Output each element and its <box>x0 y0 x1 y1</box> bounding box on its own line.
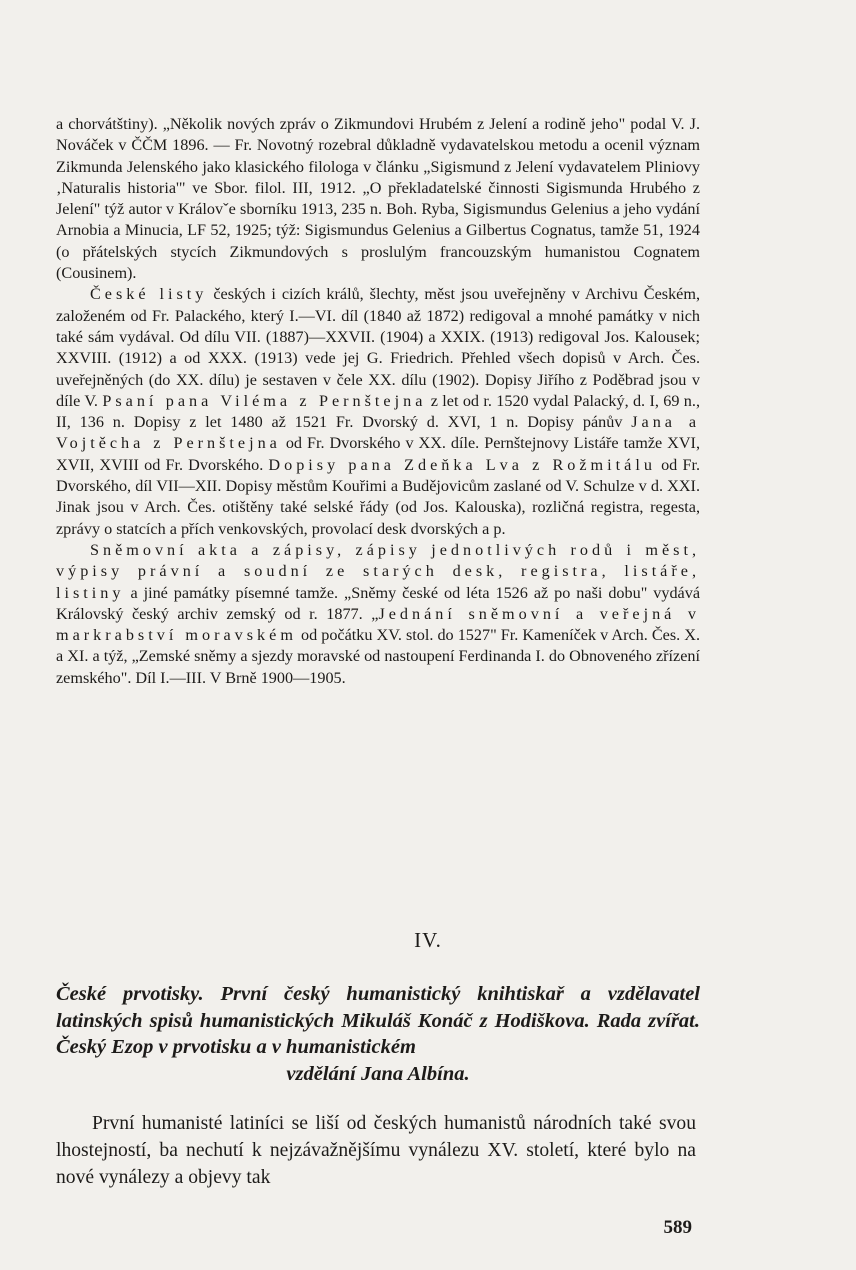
spaced-term: České listy <box>90 285 208 304</box>
spaced-term: Sněmovní akta a zápisy, zápisy jednotlivých rodů i měst, výpisy právní a soudní ze starých desk, registra, listáře, listiny <box>56 540 700 602</box>
spaced-term: Dopisy pana Zdeňka Lva z Rožmitálu <box>268 455 656 474</box>
chapter-title <box>56 981 700 1087</box>
note-paragraph-2: České listy českých i cizích králů, šlechty, měst jsou uveřejněny v Archivu Českém, založeném od Fr. Palackého, který I.—VI. díl (1840 až 1872) redigoval a mnohé památky v nich také sám vydával. Od dílu VII. (1887)—XXVII. (1904) a XXIX. (1913) redigoval Jos. Kalousek; XXVIII. (1912) a od XXX. (1913) vede jej G. Friedrich. Přehled všech dopisů v Arch. Čes. uveřejněných (do XX. dílu) je sestaven v čele XX. dílu (1902). Dopisy Jiřího z Poděbrad jsou v díle V. Psaní pana Viléma z Pernštejna z let od r. 1520 vydal Palacký, d. I, 69 n., II, 136 n. Dopisy z let 1480 až 1521 Fr. Dvorský d. XVI, 1 n. Dopisy pánův Jana a Vojtěcha z Pernštejna od Fr. Dvorského v XX. díle. Pernštejnovy Listáře tamže XVI, XVII, XVIII od Fr. Dvorského. Dopisy pana Zdeňka Lva z Rožmitálu od Fr. Dvorského, díl VII—XII. Dopisy městům Kouřimi a Budějovicům zaslané od V. Schulze v d. XXI. Jinak jsou v Arch. Čes. otištěny také selské řády (od Jos. Kalouska), rozličná registra, regesta, zprávy o statcích a přích venkovských, provolací desk dvorských a p. <box>56 285 700 538</box>
chapter-title-last-line: vzdělání Jana Albína. <box>286 1062 470 1085</box>
page-number: 589 <box>663 1217 692 1238</box>
chapter-title-main: České prvotisky. První český humanistický knihtiskař a vzdělavatel latinských spisů humanistických Mikuláš Konáč z Hodiškova. Rada zvířat. Český Ezop v prvotisku a v humanistickém <box>56 983 700 1058</box>
note-paragraph-3: Sněmovní akta a zápisy, zápisy jednotlivých rodů i měst, výpisy právní a soudní ze starých desk, registra, listáře, listiny a jiné památky písemné tamže. „Sněmy české od léta 1526 až po naši dobu" vydává Královský český archiv zemský od r. 1877. „Jednání sněmovní a veřejná v markrabství moravském od počátku XV. stol. do 1527" Fr. Kameníček v Arch. Čes. X. a XI. a týž, „Zemské sněmy a sjezdy moravské od nastoupení Ferdinanda I. do Obnoveného zřízení zemského". Díl I.—III. V Brně 1900—1905. <box>56 540 701 687</box>
spaced-term: Jednání sněmovní a veřejná v markrabství moravském <box>56 604 700 645</box>
body-paragraph: První humanisté latiníci se liší od českých humanistů národních také svou lhostejností, ba nechutí k nejzávažnějšímu vynálezu XV. století, které bylo na nové vynálezy a objevy tak <box>56 1113 696 1188</box>
footnote-block <box>56 114 700 689</box>
spaced-term: Jana a Vojtěcha z Pernštejna <box>56 413 700 453</box>
section-number: IV. <box>414 928 442 952</box>
spaced-term: Psaní pana Viléma z Pernštejna <box>102 391 427 410</box>
note-paragraph-1: a chorvátštiny). „Několik nových zpráv o Zikmundovi Hrubém z Jelení a rodině jeho" podal V. J. Nováček v ČČM 1896. — Fr. Novotný rozebral důkladně vydavatelskou metodu a ocenil význam Zikmunda Jelenského jako klasického filologa v článku „Sigismund z Jelení vydavatelem Pliniovy ‚Naturalis historia'" ve Sbor. filol. III, 1912. „O překladatelské činnosti Sigismunda Hrubého z Jelení" týž autor v Královˇe sborníku 1913, 235 n. Boh. Ryba, Sigismundus Gelenius a jeho vydání Arnobia a Minucia, LF 52, 1925; týž: Sigismundus Gelenius a Gilbertus Cognatus, tamže 51, 1924 (o přátelských stycích Zikmundových s proslulým francouzským humanistou Cognatem (Cousinem). <box>56 115 700 283</box>
